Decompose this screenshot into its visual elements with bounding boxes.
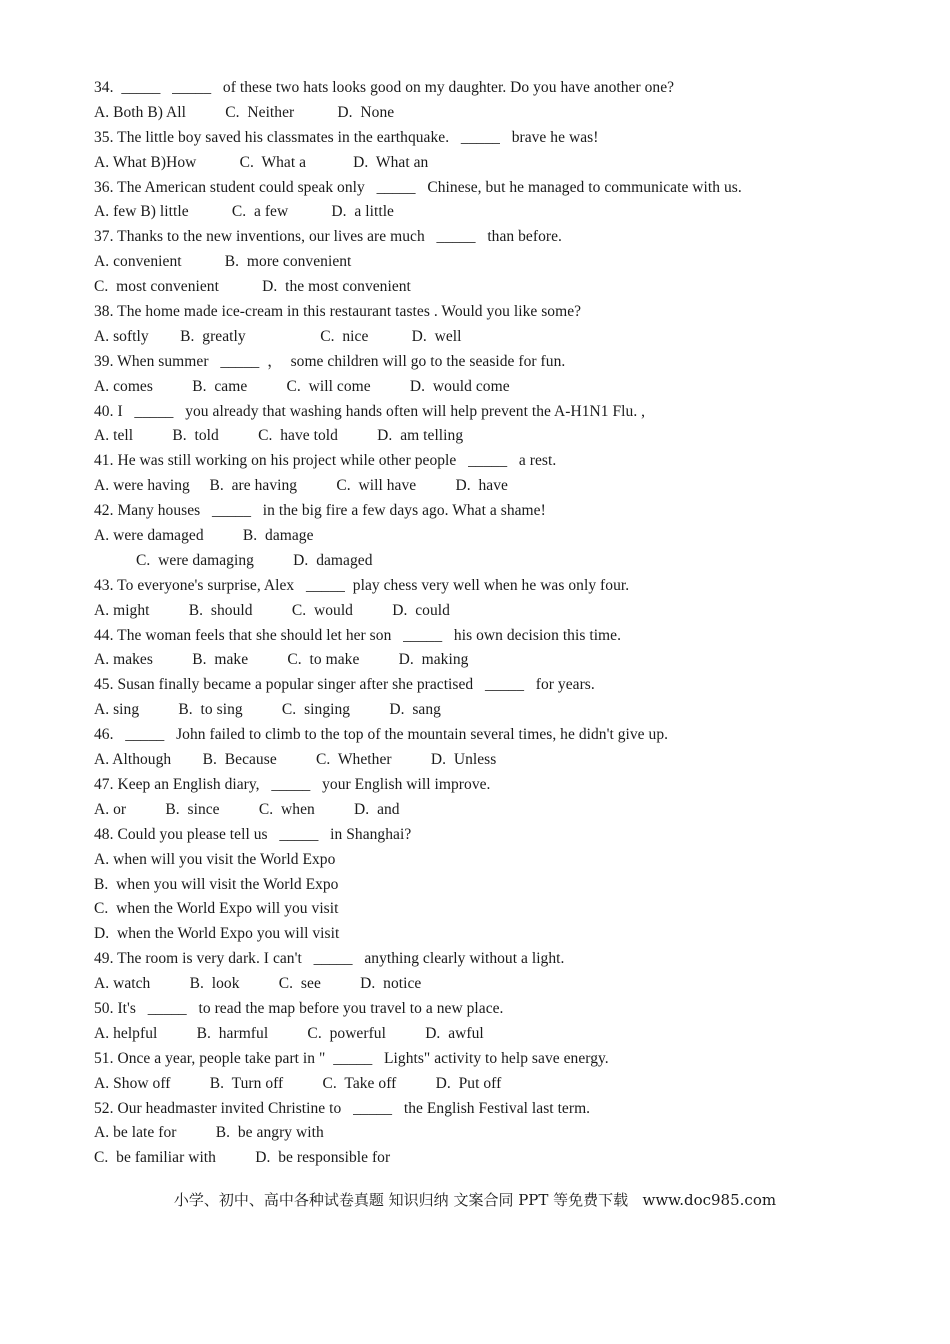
text-line: A. helpful B. harmful C. powerful D. awful	[94, 1024, 484, 1042]
text-line: 44. The woman feels that she should let her son _____ his own decision this time.	[94, 626, 622, 644]
text-line: A. Although B. Because C. Whether D. Unless	[94, 751, 497, 769]
text-line: A. be late for B. be angry with	[94, 1124, 324, 1142]
text-line: 39. When summer _____ ， some children will go to the seaside for fun.	[94, 352, 566, 370]
text-line: 52. Our headmaster invited Christine to _____ the English Festival last term.	[94, 1099, 591, 1117]
text-line: A. What B)How C. What a D. What an	[94, 153, 429, 171]
text-line: 35. The little boy saved his classmates in the earthquake. _____ brave he was!	[94, 128, 599, 146]
text-line: A. Show off B. Turn off C. Take off D. Put off	[94, 1074, 502, 1092]
text-line: A. watch B. look C. see D. notice	[94, 975, 422, 993]
text-line: C. be familiar with D. be responsible for	[94, 1149, 391, 1167]
text-line: A. might B. should C. would D. could	[94, 601, 450, 619]
text-line: 43. To everyone's surprise, Alex _____ play chess very well when he was only four.	[94, 576, 630, 594]
text-line: 47. Keep an English diary, _____ your English will improve.	[94, 775, 491, 793]
text-line: A. were damaged B. damage	[94, 527, 314, 545]
text-line: 41. He was still working on his project while other people _____ a rest.	[94, 452, 557, 470]
text-line: 51. Once a year, people take part in " _____ Lights" activity to help save energy.	[94, 1049, 609, 1067]
text-line: 40. I _____ you already that washing hands often will help prevent the A-H1N1 Flu. ,	[94, 402, 646, 420]
text-line: A. tell B. told C. have told D. am telling	[94, 427, 464, 445]
text-line: C. when the World Expo will you visit	[94, 900, 339, 918]
text-line: A. few B) little C. a few D. a little	[94, 203, 394, 221]
text-line: 42. Many houses _____ in the big fire a few days ago. What a shame!	[94, 502, 546, 520]
text-line: 49. The room is very dark. I can't _____ anything clearly without a light.	[94, 950, 565, 968]
text-line: 34. _____ _____ of these two hats looks good on my daughter. Do you have another one?	[94, 79, 675, 96]
text-line: A. sing B. to sing C. singing D. sang	[94, 701, 441, 719]
text-line: A. convenient B. more convenient	[94, 253, 352, 271]
page-footer: 小学、初中、高中各种试卷真题 知识归纳 文案合同 PPT 等免费下载 www.doc985.com	[173, 1191, 777, 1209]
text-line: A. when will you visit the World Expo	[94, 850, 336, 868]
text-line: 36. The American student could speak only _____ Chinese, but he managed to communicate with us.	[94, 178, 742, 196]
text-line: A. comes B. came C. will come D. would come	[94, 377, 510, 395]
text-line: 45. Susan finally became a popular singer after she practised _____ for years.	[94, 676, 595, 694]
text-line: A. makes B. make C. to make D. making	[94, 651, 469, 669]
text-line: 37. Thanks to the new inventions, our lives are much _____ than before.	[94, 228, 562, 246]
text-line: 48. Could you please tell us _____ in Shanghai?	[94, 825, 412, 843]
text-line: A. softly B. greatly C. nice D. well	[94, 327, 462, 345]
text-line: 50. It's _____ to read the map before you travel to a new place.	[94, 999, 504, 1017]
question-lines	[94, 76, 914, 1171]
text-line: B. when you will visit the World Expo	[94, 875, 339, 893]
text-line: 46. _____ John failed to climb to the top of the mountain several times, he didn't give up.	[94, 726, 669, 744]
text-line: 38. The home made ice-cream in this restaurant tastes . Would you like some?	[94, 303, 582, 321]
text-line: D. when the World Expo you will visit	[94, 925, 340, 943]
text-line: A. or B. since C. when D. and	[94, 800, 400, 818]
text-line: C. were damaging D. damaged	[136, 551, 373, 569]
text-line: A. Both B) All C. Neither D. None	[94, 103, 395, 121]
text-line: A. were having B. are having C. will have D. have	[94, 477, 508, 495]
text-line: C. most convenient D. the most convenient	[94, 278, 411, 296]
